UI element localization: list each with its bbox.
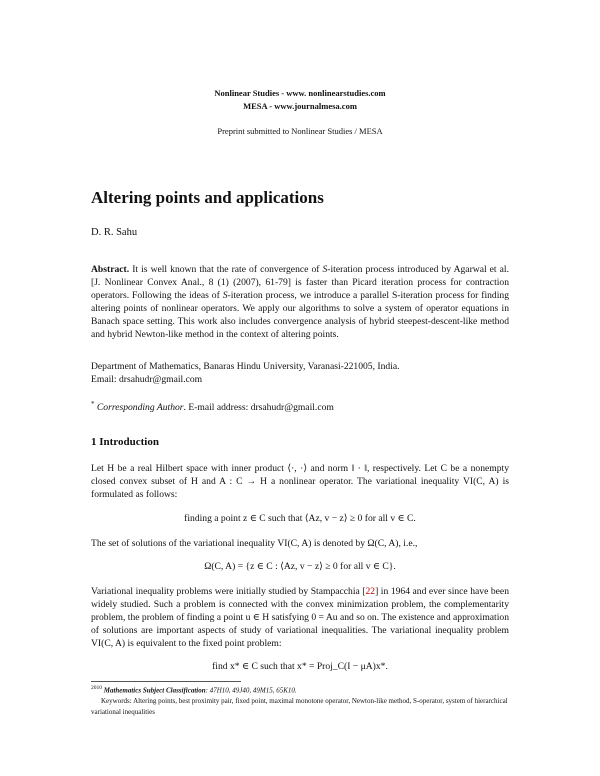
corr-label: Corresponding Author [96,402,184,414]
abstract-text-1: It is well known that the rate of convergence of [132,264,323,275]
intro-paragraph-3 [91,585,509,650]
section-heading-introduction: 1 Introduction [91,436,159,448]
author-email: Email: drsahudr@gmail.com [91,374,203,385]
footnote-keywords: Keywords: Altering points, best proximity pair, fixed point, maximal monotone operator, Newton-like method, S-operator, system of hierarchical variational inequalities [91,697,508,716]
msc-codes: : 47H10, 49J40, 49M15, 65K10. [205,686,297,695]
affiliation: Department of Mathematics, Banaras Hindu University, Varanasi-221005, India. [91,361,400,372]
abstract-label: Abstract. [91,264,130,275]
corresponding-author [91,398,509,414]
intro-paragraph-1: Let H be a real Hilbert space with inner product ⟨·, ·⟩ and norm ‖ · ‖, respectively. Let C be a nonempty closed convex subset of H and A : C → H a nonlinear operator. The variational inequality VI(C, A) is formulated as follows: [91,463,509,500]
footnote-msc [91,683,521,696]
abstract-text-3: -iteration process, we introduce a parallel S-iteration process for finding altering points of nonlinear operators. We apply our algorithms to solve a system of operator equations in Banach space setting. This work also includes convergence analysis of hybrid steepest-descent-like method and hybrid Newton-like method in the context of altering points. [91,290,509,340]
abstract-s1: S [322,264,328,275]
intro-paragraph-2: The set of solutions of the variational inequality VI(C, A) is denoted by Ω(C, A), i.e., [91,538,418,549]
journal-header-line1: Nonlinear Studies - www. nonlinearstudies.com [214,88,386,98]
equation-1: finding a point z ∈ C such that ⟨Az, v − z⟩ ≥ 0 for all v ∈ C. [184,513,416,524]
abstract-s2: S [222,290,228,301]
journal-header-line2: MESA - www.journalmesa.com [243,101,357,111]
citation-22[interactable]: 22 [365,586,376,597]
abstract-text-2: -iteration process introduced by Agarwal et al. [J. Nonlinear Convex Anal., 8 (1) (2007), 61-79] is faster than Picard iteration process for contraction operators. Following the ideas of [91,264,509,301]
corr-text: . E-mail address: drsahudr@gmail.com [183,402,334,414]
paper-title: Altering points and applications [91,188,324,207]
p3-text-a: Variational inequality problems were initially studied by Stampacchia [ [91,586,366,597]
footnote-year: 2010 [91,685,102,691]
corr-star: * [91,400,95,408]
abstract [91,263,509,341]
footnote-rule [91,681,241,682]
p3-text-b: ] in 1964 and ever since have been widely studied. Such a problem is connected with the convex minimization problem, the complementarity problem, the problem of finding a point u ∈ H satisfying 0 = Au and so on. The existence and approximation of solutions are important aspects of study of variational inequalities. The variational inequality problem VI(C, A) is equivalent to the fixed point problem: [91,586,509,649]
msc-label: Mathematics Subject Classification [103,686,206,695]
preprint-note: Preprint submitted to Nonlinear Studies / MESA [217,126,383,136]
equation-2: Ω(C, A) = {z ∈ C : ⟨Az, v − z⟩ ≥ 0 for all v ∈ C}. [204,561,396,572]
equation-3: find x* ∈ C such that x* = Proj_C(I − μA)x*. [212,661,388,672]
paper-author: D. R. Sahu [91,227,138,238]
